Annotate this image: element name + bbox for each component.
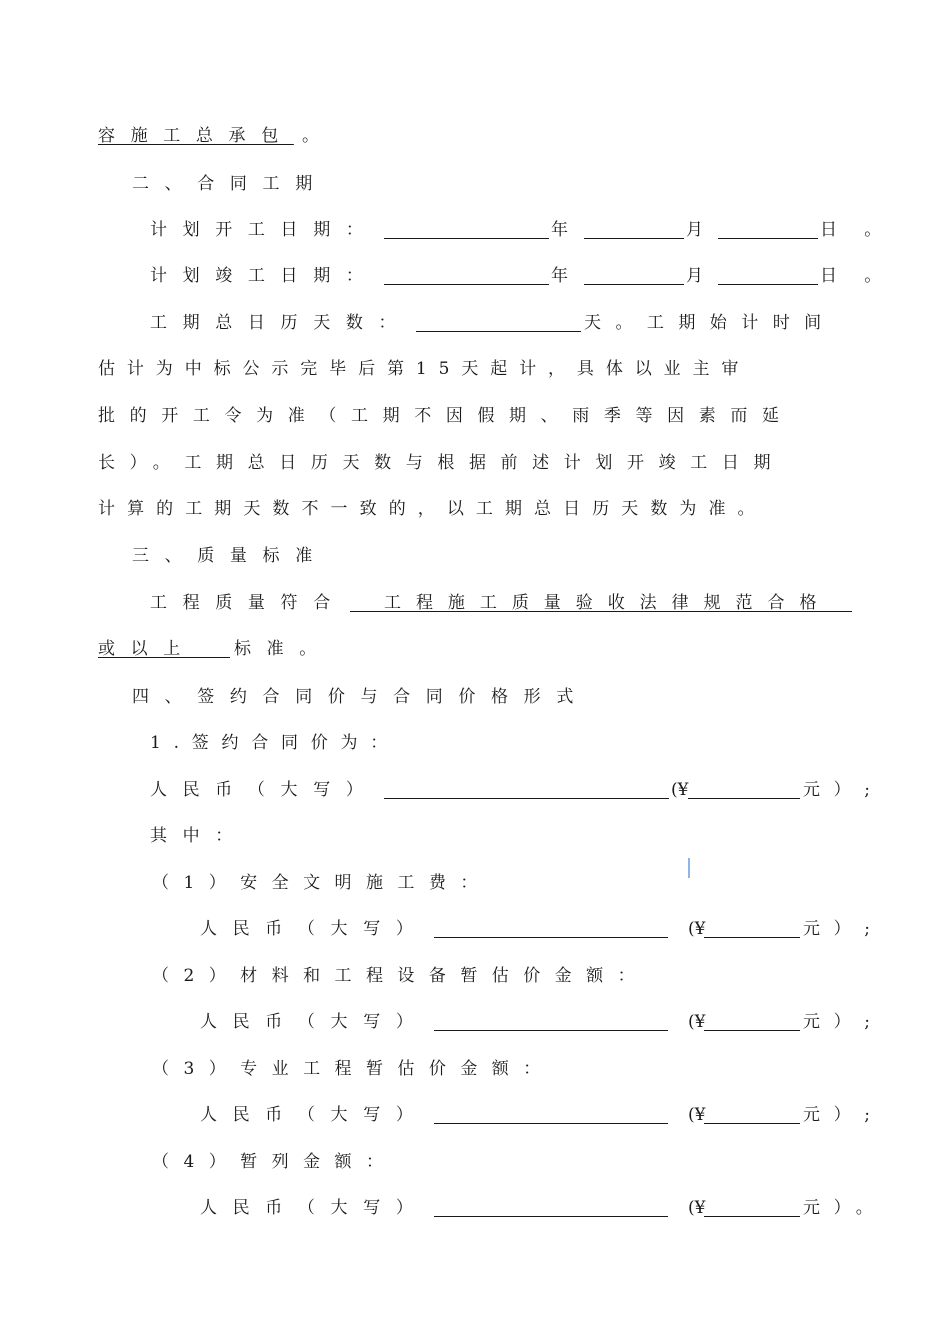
quality-standard-cont: 或以上 xyxy=(98,639,196,659)
blank-line xyxy=(384,238,549,239)
yuan-label: 元）。 xyxy=(803,1198,887,1218)
text-cursor xyxy=(688,858,690,878)
rmb-label: 人民币（大写） xyxy=(150,780,379,800)
yen-label: (¥ xyxy=(688,919,706,939)
yuan-label: 元）; xyxy=(803,1105,884,1125)
rmb-label: 人民币（大写） xyxy=(200,1105,429,1125)
blank-line xyxy=(434,1216,668,1217)
item-label: （2）材料和工程设备暂估价金额： xyxy=(152,966,650,986)
year-label: 年 xyxy=(551,266,568,286)
text-line: 1.签约合同价为： xyxy=(150,733,400,753)
blank-line xyxy=(704,1216,800,1217)
text-line: 。 xyxy=(302,126,319,146)
yuan-label: 元）; xyxy=(803,1012,884,1032)
text-line: 标准。 xyxy=(234,639,332,659)
section-heading: 二、合同工期 xyxy=(132,174,328,194)
item-label: （1）安全文明施工费： xyxy=(152,873,492,893)
item-label: （4）暂列金额： xyxy=(152,1152,398,1172)
text-line: 工程质量符合 xyxy=(150,593,346,613)
total-days-label: 工期总日历天数： xyxy=(150,313,412,333)
yen-label: (¥ xyxy=(688,1198,706,1218)
rmb-label: 人民币（大写） xyxy=(200,1198,429,1218)
blank-line xyxy=(704,1123,800,1124)
yen-label: (¥ xyxy=(688,1012,706,1032)
blank-line xyxy=(384,284,549,285)
yen-label: (¥ xyxy=(671,780,689,800)
blank-line xyxy=(416,331,581,332)
yuan-label: 元）; xyxy=(803,780,884,800)
blank-line xyxy=(584,238,684,239)
blank-line xyxy=(434,1030,668,1031)
rmb-label: 人民币（大写） xyxy=(200,1012,429,1032)
text-line: 长）。工期总日历天数与根据前述计划开竣工日期 xyxy=(98,453,786,473)
blank-line xyxy=(704,1030,800,1031)
quality-standard: 工程施工质量验收法律规范合格 xyxy=(384,593,832,613)
text-line: 计算的工期天数不一致的，以工期总日历天数为准。 xyxy=(98,499,767,519)
month-label: 月 xyxy=(686,266,703,286)
blank-line xyxy=(704,937,800,938)
text-line: 容施工总承包 xyxy=(98,126,294,146)
section-heading: 三、质量标准 xyxy=(132,546,328,566)
yen-label: (¥ xyxy=(688,1105,706,1125)
end-date-label: 计划竣工日期： xyxy=(150,266,379,286)
text-line: 天。工期始计时间 xyxy=(584,313,836,333)
text-line: 批的开工令为准（工期不因假期、雨季等因素而延 xyxy=(98,406,794,426)
month-label: 月 xyxy=(686,220,703,240)
blank-line xyxy=(384,798,669,799)
text-line: 估计为中标公示完毕后第15天起计，具体以业主审 xyxy=(98,359,751,379)
blank-line xyxy=(718,238,818,239)
yuan-label: 元）; xyxy=(803,919,884,939)
item-label: （3）专业工程暂估价金额： xyxy=(152,1059,555,1079)
section-heading: 四、签约合同价与合同价格形式 xyxy=(132,687,589,707)
rmb-label: 人民币（大写） xyxy=(200,919,429,939)
blank-line xyxy=(584,284,684,285)
start-date-label: 计划开工日期： xyxy=(150,220,379,240)
blank-line xyxy=(688,798,800,799)
blank-line xyxy=(434,937,668,938)
text-line: 其中： xyxy=(150,826,248,846)
day-label: 日。 xyxy=(820,220,909,240)
blank-line xyxy=(434,1123,668,1124)
blank-line xyxy=(718,284,818,285)
day-label: 日。 xyxy=(820,266,909,286)
year-label: 年 xyxy=(551,220,568,240)
